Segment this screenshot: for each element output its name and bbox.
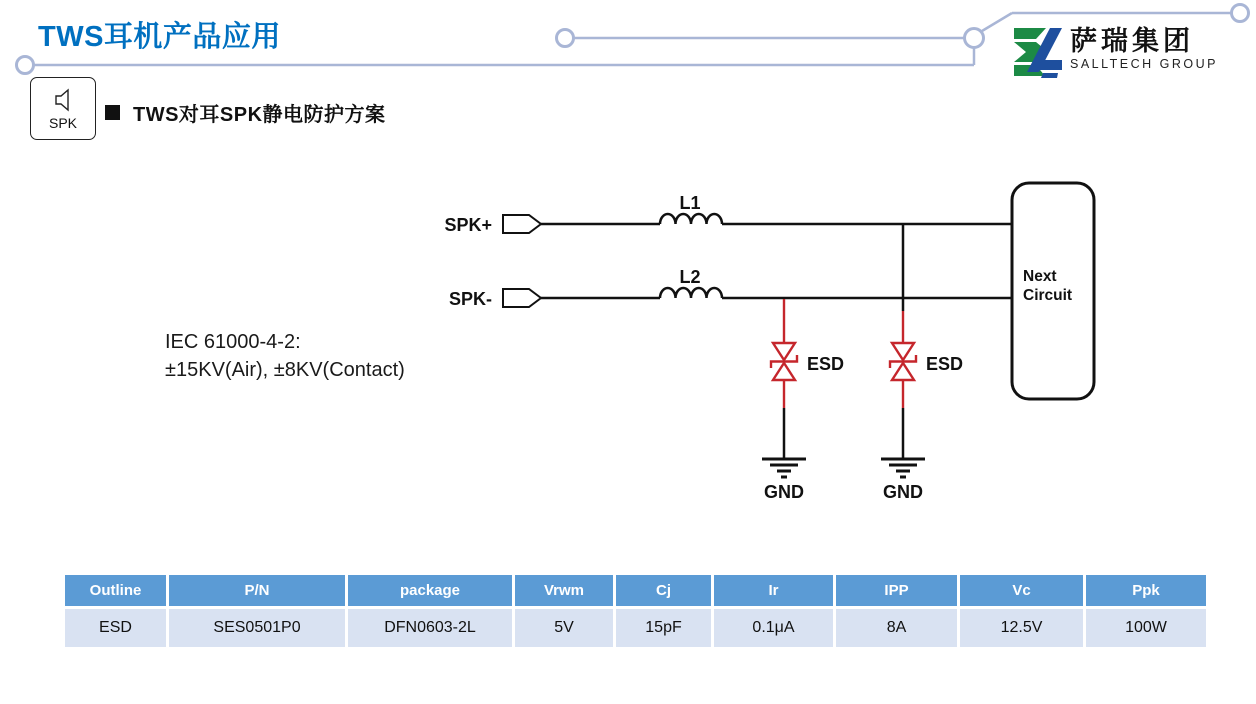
table-row: [65, 609, 1206, 647]
cell-package: DFN0603-2L: [348, 609, 512, 647]
page-title: TWS耳机产品应用: [38, 21, 281, 53]
tvs-diode-esd1-icon: [771, 299, 797, 408]
col-header-ipp: IPP: [836, 575, 957, 606]
spk-tag-label: SPK: [48, 114, 77, 131]
parts-spec-table: [62, 572, 1209, 650]
logo-company-name-en: SALLTECH GROUP: [1070, 57, 1218, 71]
cell-ir: 0.1μA: [714, 609, 833, 647]
cell-outline: ESD: [65, 609, 166, 647]
col-header-cj: Cj: [616, 575, 711, 606]
iec-note-line2: ±15KV(Air), ±8KV(Contact): [165, 359, 405, 381]
cell-ipp: 8A: [836, 609, 957, 647]
gnd1-label: GND: [764, 482, 804, 502]
cell-pn: SES0501P0: [169, 609, 345, 647]
iec-standard-note: [165, 328, 405, 384]
l2-label: L2: [679, 267, 701, 287]
l1-label: L1: [679, 193, 701, 213]
spk-plus-connector-icon: [503, 215, 541, 233]
next-circuit-label-line2: Circuit: [1023, 287, 1073, 304]
cell-cj: 15pF: [616, 609, 711, 647]
spk-minus-connector-icon: [503, 289, 541, 307]
next-circuit-label-line1: Next: [1023, 268, 1057, 285]
col-header-outline: Outline: [65, 575, 166, 606]
ground-symbol-icon: [881, 459, 925, 477]
col-header-ppk: Ppk: [1086, 575, 1206, 606]
tvs-diode-esd2-icon: [890, 311, 916, 408]
iec-note-line1: IEC 61000-4-2:: [165, 331, 301, 353]
table-header-row: [65, 575, 1206, 606]
cell-vrwm: 5V: [515, 609, 613, 647]
col-header-pn: P/N: [169, 575, 345, 606]
inductor-l1-icon: [660, 214, 722, 224]
col-header-ir: Ir: [714, 575, 833, 606]
cell-vc: 12.5V: [960, 609, 1083, 647]
spk-plus-label: SPK+: [444, 215, 492, 235]
col-header-package: package: [348, 575, 512, 606]
logo-company-name: 萨瑞集团: [1070, 26, 1194, 56]
col-header-vrwm: Vrwm: [515, 575, 613, 606]
inductor-l2-icon: [660, 288, 722, 298]
spk-minus-label: SPK-: [448, 289, 492, 309]
gnd2-label: GND: [883, 482, 923, 502]
cell-ppk: 100W: [1086, 609, 1206, 647]
section-heading-text: TWS对耳SPK静电防护方案: [133, 104, 386, 126]
esd2-label: ESD: [926, 354, 964, 374]
ground-symbol-icon: [762, 459, 806, 477]
col-header-vc: Vc: [960, 575, 1083, 606]
esd1-label: ESD: [807, 354, 845, 374]
